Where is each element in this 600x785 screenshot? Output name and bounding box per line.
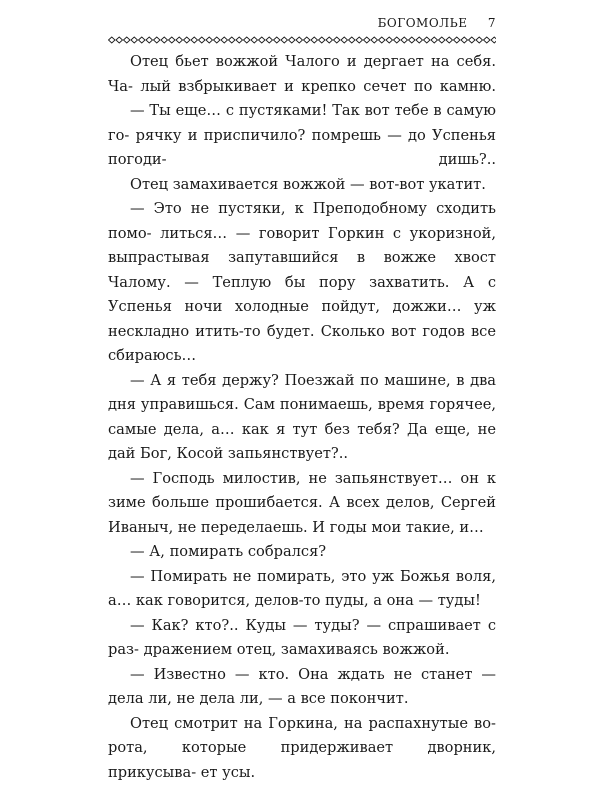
text-line: пору захватить. А с Успенья ночи холодные пойдут, <box>108 274 496 316</box>
text-line: рячку и приспичило? помрешь — до Успенья погоди- <box>108 127 496 169</box>
text-line: запьянствует?.. <box>228 445 348 462</box>
text-line: Отец бьет вожжой Чалого и дергает на себя. Ча- <box>108 53 496 95</box>
text-line: годов все сбираюсь… <box>108 323 496 365</box>
text-line: не переделаешь. И годы мои такие, и… <box>178 519 484 536</box>
paragraph <box>108 663 496 712</box>
paragraph <box>108 540 496 565</box>
text-line: дражением отец, замахиваясь вожжой. <box>144 641 450 658</box>
paragraph <box>108 614 496 663</box>
text-line: Отец замахивается вожжой — вот-вот укатит. <box>130 176 486 193</box>
ornamental-rule <box>108 36 496 44</box>
text-line: рота, которые придерживает дворник, прикусыва- <box>108 739 496 781</box>
running-title: БОГОМОЛЬЕ <box>378 16 468 30</box>
text-line: — Помирать не помирать, это уж Божья воля, <box>130 568 496 585</box>
paragraph <box>108 197 496 369</box>
text-line: запутавшийся в вожже хвост Чалому. — Теплую бы <box>108 249 496 291</box>
text-line: — Ты еще… с пустяками! Так вот тебе в самую го- <box>108 102 496 144</box>
paragraph <box>108 467 496 541</box>
text-line: — Господь милостив, не запьянствует… он к зиме <box>108 470 496 512</box>
text-line: ет усы. <box>201 764 255 781</box>
text-line: дела, а… как я тут без тебя? Да еще, не дай Бог, Косой <box>108 421 496 463</box>
paragraph <box>108 712 496 785</box>
paragraph <box>108 99 496 173</box>
body-text <box>108 50 496 785</box>
text-line: литься… — говорит Горкин с укоризной, выпрастывая <box>108 225 496 267</box>
text-line: — Это не пустяки, к Преподобному сходить помо- <box>108 200 496 242</box>
text-line: дишь?.. <box>439 151 496 168</box>
text-line: ли, не дела ли, — а все покончит. <box>148 690 408 707</box>
text-line: а… как говорится, делов-то пуды, а она — туды! <box>108 592 481 609</box>
paragraph <box>108 50 496 99</box>
text-line: — Как? кто?.. Куды — туды? — спрашивает с раз- <box>108 617 496 659</box>
page-number: 7 <box>488 16 496 30</box>
text-line: управишься. Сам понимаешь, время горячее, самые <box>108 396 496 438</box>
paragraph <box>108 369 496 467</box>
text-line: лый взбрыкивает и крепко сечет по камню. <box>140 78 496 95</box>
text-line: — А, помирать собрался? <box>130 543 326 560</box>
text-line: больше прошибается. А всех делов, Сергей Иваныч, <box>108 494 496 536</box>
text-line: Отец смотрит на Горкина, на распахнутые во- <box>130 715 496 732</box>
paragraph <box>108 565 496 614</box>
paragraph <box>108 173 496 198</box>
text-line: — Известно — кто. Она ждать не станет — дела <box>108 666 496 708</box>
text-line: дожжи… уж нескладно итить-то будет. Сколько вот <box>108 298 496 340</box>
text-line: — А я тебя держу? Поезжай по машине, в два дня <box>108 372 496 414</box>
running-header <box>108 16 496 30</box>
